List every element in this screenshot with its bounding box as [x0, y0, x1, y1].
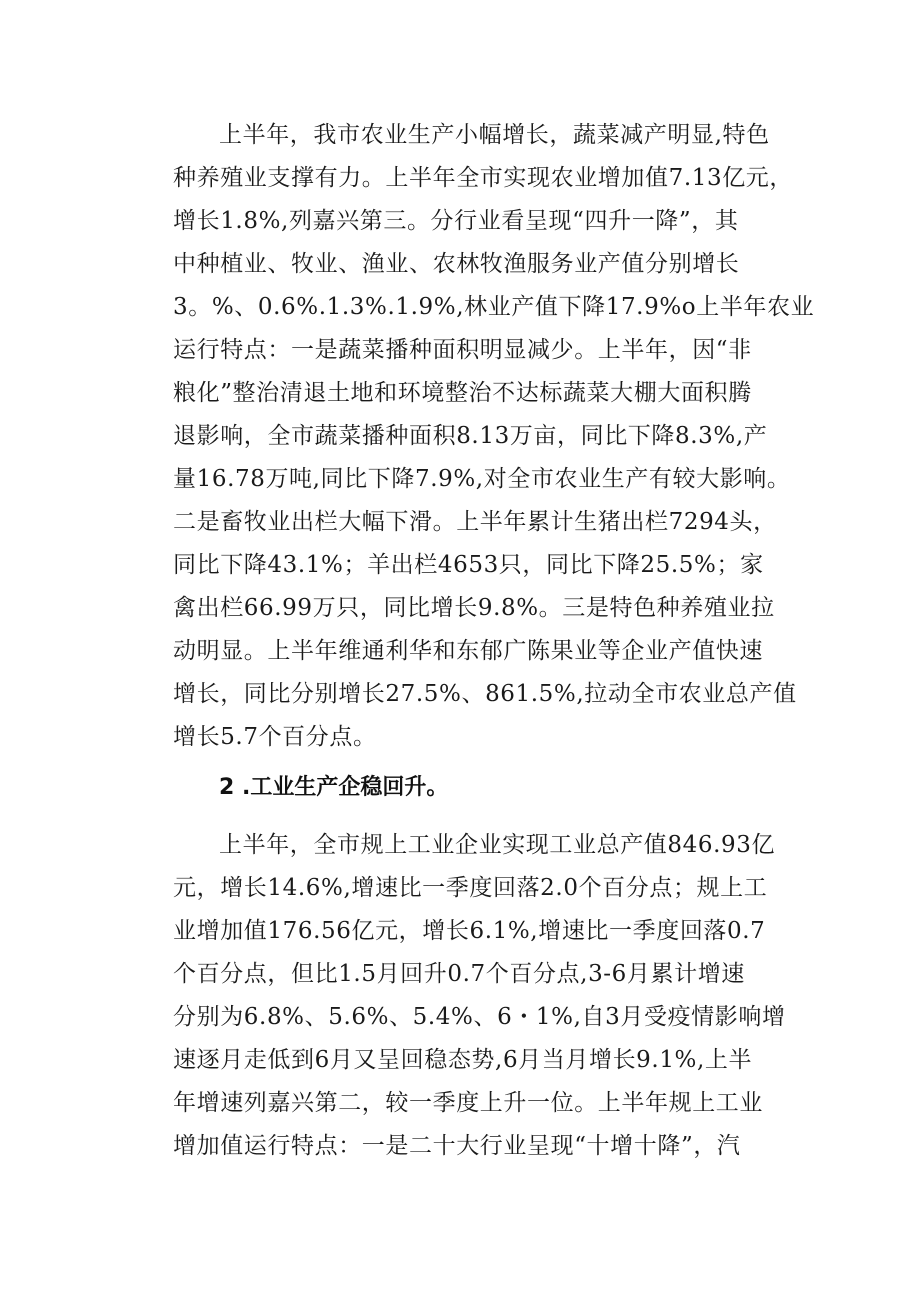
text-line: 量16.78万吨,同比下降7.9%,对全市农业生产有较大影响。 [173, 466, 791, 492]
text-line: 增长5.7个百分点。 [173, 724, 377, 750]
text-line: 上半年，全市规上工业企业实现工业总产值846.93亿 [219, 832, 776, 858]
text-line: 增长1.8%,列嘉兴第三。分行业看呈现“四升一降”，其 [173, 208, 739, 234]
text-line: 速逐月走低到6月又呈回稳态势,6月当月增长9.1%,上半 [173, 1047, 753, 1073]
text-line: 上半年，我市农业生产小幅增长，蔬菜减产明显,特色 [219, 122, 770, 148]
text-line: 元，增长14.6%,增速比一季度回落2.0个百分点；规上工 [173, 875, 768, 901]
text-line: 增长，同比分别增长27.5%、861.5%,拉动全市农业总产值 [173, 681, 797, 707]
text-line: 禽出栏66.99万只，同比增长9.8%。三是特色种养殖业拉 [173, 595, 775, 621]
text-line: 种养殖业支撑有力。上半年全市实现农业增加值7.13亿元， [173, 165, 794, 191]
text-line: 3。%、0.6%.1.3%.1.9%,林业产值下降17.9%o上半年农业 [173, 294, 815, 320]
section-heading: 2 .工业生产企稳回升。 [219, 775, 449, 800]
text-line: 运行特点：一是蔬菜播种面积明显减少。上半年，因“非 [173, 337, 752, 363]
text-line: 个百分点，但比1.5月回升0.7个百分点,3-6月累计增速 [173, 961, 745, 987]
text-line: 动明显。上半年维通利华和东郁广陈果业等企业产值快速 [173, 638, 763, 664]
text-line: 业增加值176.56亿元，增长6.1%,增速比一季度回落0.7 [173, 918, 766, 944]
text-line: 粮化”整治清退土地和环境整治不达标蔬菜大棚大面积腾 [173, 380, 752, 406]
text-line: 同比下降43.1%；羊出栏4653只，同比下降25.5%；家 [173, 552, 764, 578]
text-line: 二是畜牧业出栏大幅下滑。上半年累计生猪出栏7294头， [173, 509, 777, 535]
text-line: 退影响，全市蔬菜播种面积8.13万亩，同比下降8.3%,产 [173, 423, 768, 449]
text-line: 年增速列嘉兴第二，较一季度上升一位。上半年规上工业 [173, 1090, 763, 1116]
text-line: 分别为6.8%、5.6%、5.4%、6・1%,自3月受疫情影响增 [173, 1004, 786, 1030]
text-line: 增加值运行特点：一是二十大行业呈现“十增十降”，汽 [173, 1133, 741, 1159]
text-line: 中种植业、牧业、渔业、农林牧渔服务业产值分别增长 [173, 251, 740, 277]
